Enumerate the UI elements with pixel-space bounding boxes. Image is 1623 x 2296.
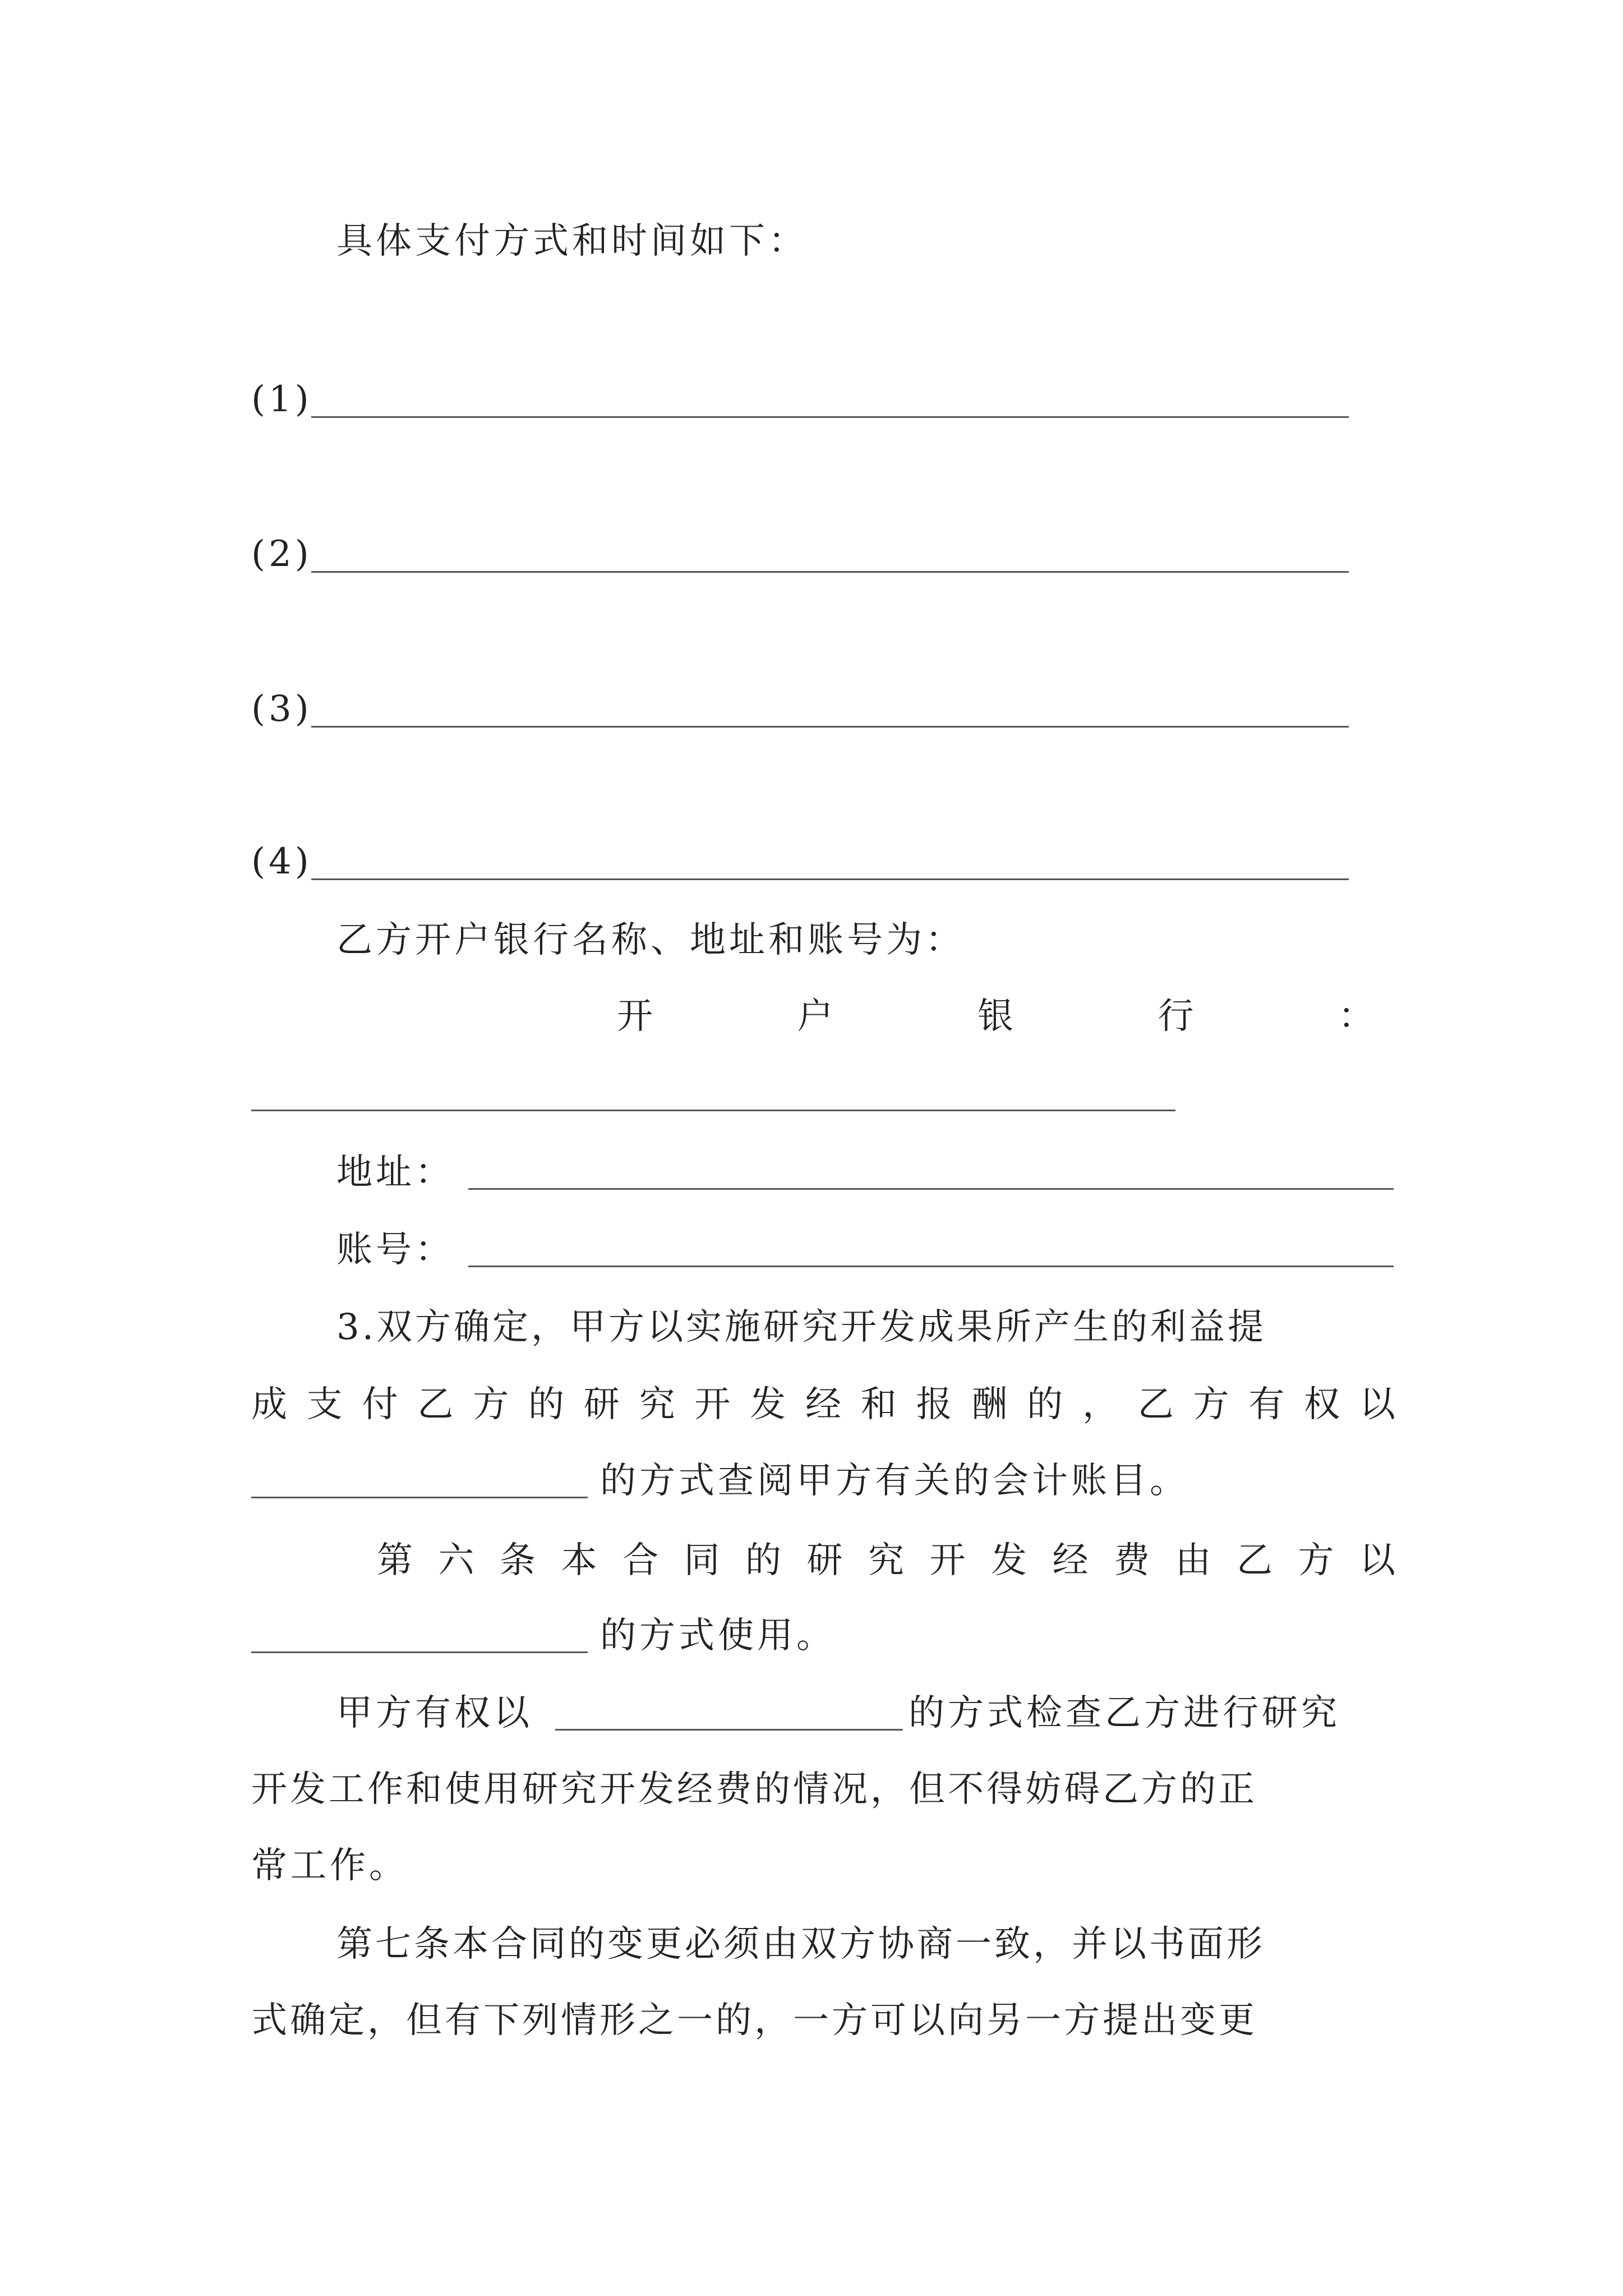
payment-intro: 具体支付方式和时间如下： [336, 220, 808, 262]
article6-char: 本 [561, 1540, 597, 1581]
payment-item-1-blank[interactable] [311, 416, 1349, 418]
article6-char: 研 [806, 1540, 843, 1581]
article7-line2: 式确定，但有下列情形之一的，一方可以向另一方提出变更 [251, 2000, 1257, 2041]
article6-char: 的 [745, 1540, 781, 1581]
clause3-char: 权 [1304, 1384, 1340, 1425]
clause3-char: 和 [860, 1384, 897, 1425]
inspect-line2: 开发工作和使用研究开发经费的情况，但不得妨碍乙方的正 [251, 1769, 1257, 1810]
clause3-char: 支 [306, 1384, 343, 1425]
article6-char: 第 [377, 1540, 413, 1581]
clause3-line2 [251, 1382, 1395, 1427]
article6-char: 费 [1114, 1540, 1150, 1581]
clause3-char: 发 [750, 1384, 786, 1425]
payment-item-2-label: (2) [251, 533, 312, 575]
clause3-char: 究 [639, 1384, 675, 1425]
clause3-char: 以 [1359, 1384, 1395, 1425]
clause3-line3: 的方式查阅甲方有关的会计账目。 [600, 1460, 1189, 1502]
article6-char: 同 [684, 1540, 720, 1581]
clause3-char: 付 [362, 1384, 398, 1425]
clause3-char: 开 [694, 1384, 731, 1425]
clause3-char: 的 [528, 1384, 564, 1425]
bank-label-char: 开 [617, 996, 653, 1037]
article6-char: 六 [438, 1540, 474, 1581]
address-blank[interactable] [468, 1188, 1394, 1190]
inspect-line3: 常工作。 [251, 1845, 408, 1887]
article6-char: 乙 [1237, 1540, 1272, 1581]
clause3-char: ， [1082, 1384, 1118, 1425]
payment-item-3-blank[interactable] [311, 726, 1349, 728]
bank-name-label [617, 994, 1374, 1039]
article6-char: 合 [623, 1540, 658, 1581]
inspect-method-blank[interactable] [555, 1729, 903, 1731]
clause3-char: 乙 [417, 1384, 454, 1425]
clause3-char: 报 [916, 1384, 952, 1425]
article6-method-blank[interactable] [251, 1651, 588, 1653]
payment-item-4-label: (4) [251, 841, 312, 882]
payment-item-4-blank[interactable] [311, 878, 1349, 880]
clause3-char: 方 [473, 1384, 509, 1425]
payment-item-3-label: (3) [251, 688, 312, 730]
bank-label-char: 银 [978, 996, 1013, 1037]
account-blank[interactable] [468, 1266, 1394, 1267]
bank-label-char: 户 [797, 996, 833, 1037]
clause3-method-blank[interactable] [251, 1497, 588, 1498]
clause3-line1: 3.双方确定，甲方以实施研究开发成果所产生的利益提 [336, 1306, 1267, 1348]
clause3-char: 成 [251, 1384, 287, 1425]
article6-char: 方 [1298, 1540, 1334, 1581]
article6-char: 由 [1175, 1540, 1211, 1581]
account-label: 账号： [336, 1229, 454, 1271]
article6-char: 以 [1359, 1540, 1395, 1581]
clause3-char: 的 [1027, 1384, 1063, 1425]
article6-char: 开 [929, 1540, 966, 1581]
clause3-char: 有 [1248, 1384, 1285, 1425]
payment-item-1-label: (1) [251, 379, 312, 420]
bank-label-char: ： [1338, 996, 1374, 1037]
inspect-suffix: 的方式检查乙方进行研究 [909, 1692, 1340, 1734]
article6-char: 究 [868, 1540, 904, 1581]
bank-label-char: 行 [1158, 996, 1194, 1037]
article6-line2: 的方式使用。 [600, 1615, 836, 1657]
clause3-char: 乙 [1137, 1384, 1174, 1425]
clause3-char: 研 [583, 1384, 620, 1425]
inspect-prefix: 甲方有权以 [336, 1692, 533, 1734]
article6-char: 经 [1052, 1540, 1089, 1581]
address-label: 地址： [336, 1152, 454, 1193]
article6-char: 条 [500, 1540, 536, 1581]
bank-intro: 乙方开户银行名称、地址和账号为： [336, 919, 965, 961]
article6-char: 发 [991, 1540, 1027, 1581]
article7-line1: 第七条本合同的变更必须由双方协商一致，并以书面形 [336, 1924, 1265, 1965]
clause3-char: 经 [805, 1384, 841, 1425]
clause3-char: 酬 [971, 1384, 1008, 1425]
clause3-char: 方 [1193, 1384, 1229, 1425]
payment-item-2-blank[interactable] [311, 571, 1349, 573]
bank-name-blank[interactable] [251, 1110, 1175, 1111]
article6-line1 [377, 1538, 1395, 1583]
